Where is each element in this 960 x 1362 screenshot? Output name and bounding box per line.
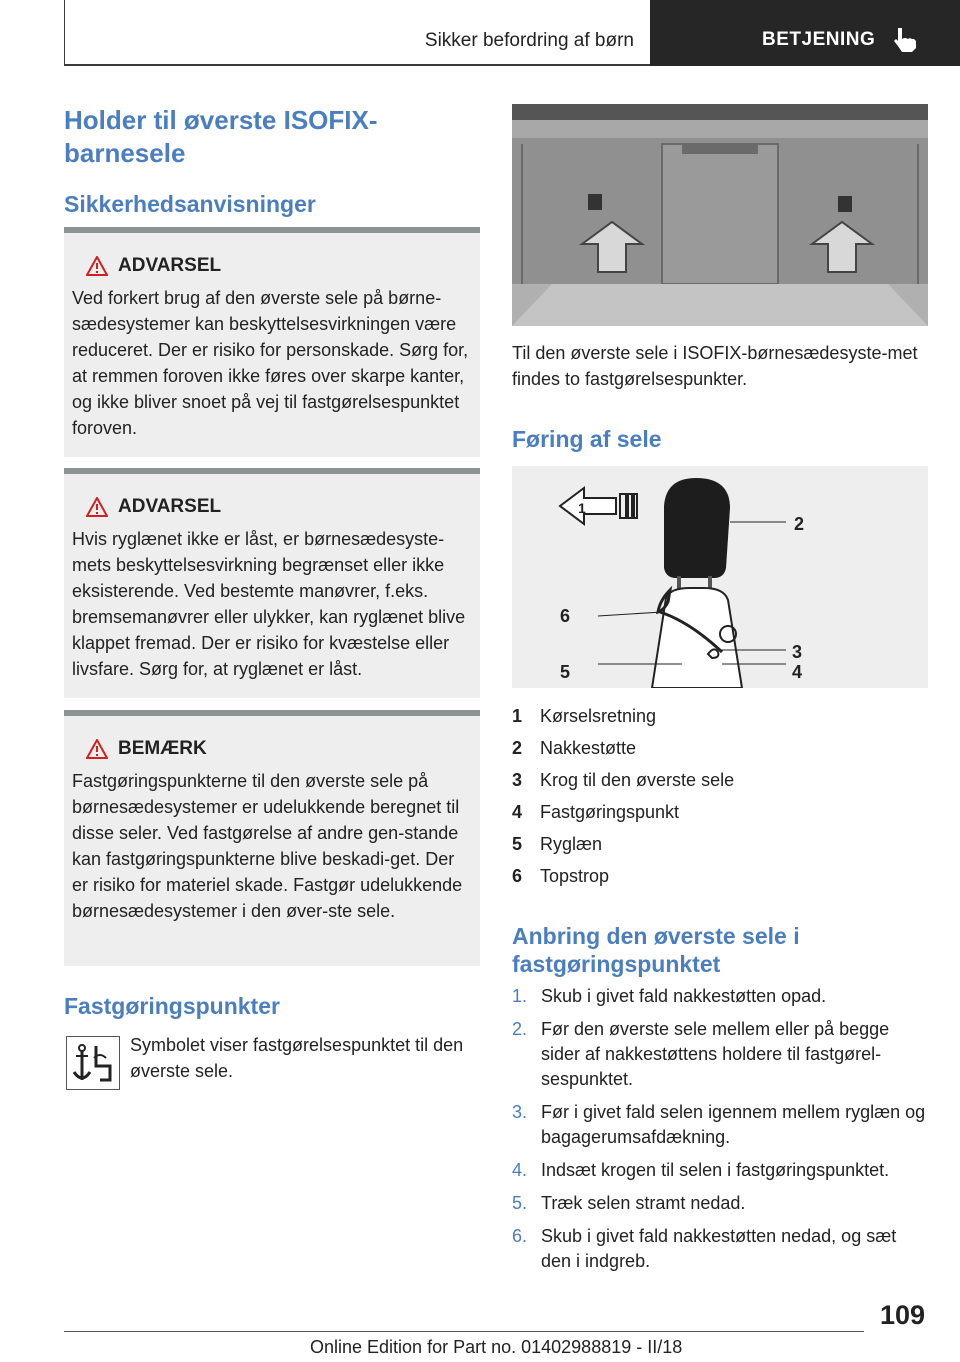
notice-label: BEMÆRK: [118, 738, 207, 759]
pointing-hand-icon: [892, 26, 922, 54]
legend-item: 5 Ryglæn: [512, 834, 603, 854]
warning-triangle-icon: [86, 739, 108, 759]
diagram-legend: [512, 700, 922, 892]
page-number: 109: [880, 1300, 926, 1330]
isofix-anchor-icon: [66, 1036, 120, 1090]
install-heading: Anbring den øverste sele i fastgøringspunktet: [512, 923, 800, 977]
legend-item: 3 Krog til den øverste sele: [512, 770, 735, 790]
install-steps: [512, 984, 928, 1282]
legend-item: 2 Nakkestøtte: [512, 738, 637, 758]
notice-text: Fastgøringspunkterne til den øverste sele på børnesædesystemer er udelukkende beregnet til disse seler. Ved fastgørelse af andre gen-stande kan fastgøringspunkterne blive beskadi-get. Der er risiko for materiel skade. Fastgør udelukkende børnesædesystemer i den øver-ste sele.: [72, 771, 463, 921]
cargo-area-photo: [512, 104, 928, 326]
attach-points-heading: Fastgøringspunkter: [64, 993, 280, 1019]
step-item: 2. Før den øverste sele mellem eller på begge sider af nakkestøttens holdere til fastgørel-sespunktet.: [512, 1019, 890, 1089]
attach-points-text: Symbolet viser fastgørelsespunktet til den øverste sele.: [130, 1035, 464, 1081]
edition-text: Online Edition for Part no. 01402988819 - II/18: [310, 1337, 683, 1357]
header-underline: [64, 64, 650, 66]
step-item: 3. Før i givet fald selen igennem mellem ryglæn og bagagerumsafdækning.: [512, 1102, 926, 1147]
header-left-rule: [64, 0, 65, 66]
warning-triangle-icon: [86, 256, 108, 276]
diagram-label-1: 1: [578, 500, 586, 516]
main-title: Holder til øverste ISOFIX-barnesele: [64, 105, 378, 168]
warning-triangle-icon: [86, 497, 108, 517]
diagram-label-3: 3: [792, 642, 803, 662]
warning-label: ADVARSEL: [118, 496, 222, 517]
step-item: 1. Skub i givet fald nakkestøtten opad.: [512, 986, 827, 1006]
warning-text: Ved forkert brug af den øverste sele på børne-sædesystemer kan beskyttelsesvirkningen være reduceret. Der er risiko for personskade. Sørg for, at remmen foroven ikke føres over skarpe kanter, og ikke bliver snoet på vej til fastgørelsespunktet foroven.: [72, 288, 469, 438]
diagram-label-5: 5: [560, 662, 571, 682]
step-item: 4. Indsæt krogen til selen i fastgøringspunktet.: [512, 1160, 890, 1180]
step-item: 5. Træk selen stramt nedad.: [512, 1193, 746, 1213]
legend-item: 4 Fastgøringspunkt: [512, 802, 680, 822]
photo-caption: Til den øverste sele i ISOFIX-børnesædesyste-met findes to fastgørelsespunkter.: [512, 343, 918, 389]
notice-box: [64, 710, 480, 966]
diagram-label-4: 4: [792, 662, 803, 682]
legend-item: 6 Topstrop: [512, 866, 610, 886]
safety-heading: Sikkerhedsanvisninger: [64, 191, 316, 217]
diagram-label-6: 6: [560, 606, 571, 626]
section-title: Sikker befordring af børn: [424, 30, 634, 51]
warning-box-2: [64, 468, 480, 698]
routing-heading: Føring af sele: [512, 426, 662, 452]
footer-rule: [64, 1331, 864, 1332]
belt-routing-diagram: [512, 466, 928, 688]
legend-item: 1 Kørselsretning: [512, 706, 657, 726]
warning-text: Hvis ryglænet ikke er låst, er børnesædesyste-mets beskyttelsesvirkning begrænset eller ikke eksisterende. Ved bestemte manøvrer, f.eks. bremsemanøvrer eller ulykker, kan ryglænet blive klappet fremad. Der er risiko for kvæstelse eller livsfare. Sørg for, at ryglænet er låst.: [72, 529, 466, 679]
warning-label: ADVARSEL: [118, 255, 222, 276]
step-item: 6. Skub i givet fald nakkestøtten nedad, og sæt den i indgreb.: [512, 1226, 897, 1271]
chapter-label: BETJENING: [762, 29, 876, 50]
warning-box-1: [64, 227, 480, 457]
diagram-label-2: 2: [794, 514, 805, 534]
